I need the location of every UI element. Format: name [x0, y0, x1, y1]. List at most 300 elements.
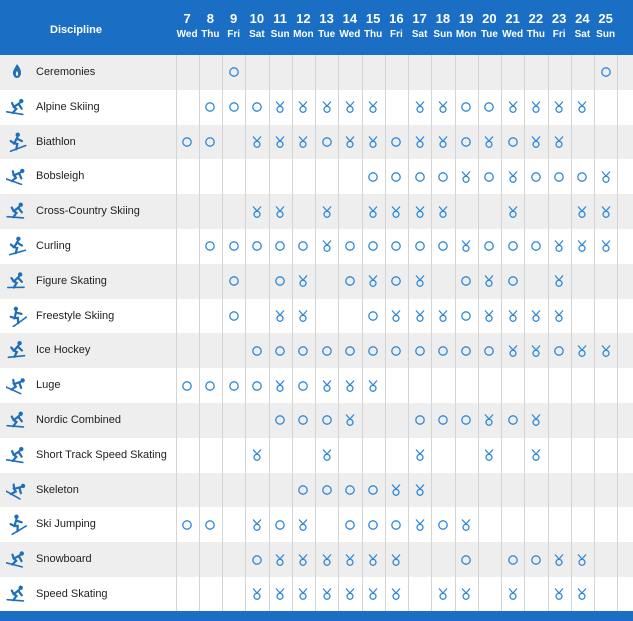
medal-icon	[552, 100, 566, 114]
competition-circle-icon	[506, 135, 520, 149]
medal-icon	[366, 379, 380, 393]
table-row	[0, 368, 633, 403]
competition-circle-icon	[459, 274, 473, 288]
discipline-name: Biathlon	[36, 135, 76, 148]
medal-cell	[477, 299, 501, 334]
medal-cell	[384, 577, 408, 612]
medal-icon	[389, 205, 403, 219]
medal-cell	[408, 507, 432, 542]
competition-cell	[245, 333, 269, 368]
competition-cell	[245, 90, 269, 125]
nordic-combined-icon	[6, 409, 28, 431]
medal-cell	[408, 299, 432, 334]
competition-circle-icon	[575, 170, 589, 184]
competition-cell	[268, 403, 292, 438]
medal-cell	[501, 90, 525, 125]
competition-circle-icon	[320, 413, 334, 427]
table-row	[0, 55, 633, 90]
competition-circle-icon	[227, 309, 241, 323]
medal-icon	[506, 205, 520, 219]
medal-cell	[477, 125, 501, 160]
competition-cell	[291, 333, 315, 368]
medal-icon	[459, 518, 473, 532]
medal-icon	[273, 135, 287, 149]
discipline-name: Short Track Speed Skating	[36, 448, 167, 461]
table-row	[0, 507, 633, 542]
medal-icon	[366, 100, 380, 114]
competition-cell	[291, 403, 315, 438]
grid-line	[362, 55, 363, 611]
competition-cell	[431, 507, 455, 542]
medal-cell	[361, 368, 385, 403]
competition-circle-icon	[366, 518, 380, 532]
medal-icon	[366, 274, 380, 288]
day-header	[431, 10, 455, 42]
day-weekday: Mon	[293, 29, 314, 40]
competition-circle-icon	[227, 379, 241, 393]
day-weekday: Tue	[480, 29, 498, 40]
competition-circle-icon	[203, 518, 217, 532]
grid-line	[338, 55, 339, 611]
discipline-name: Bobsleigh	[36, 170, 85, 183]
competition-circle-icon	[273, 274, 287, 288]
medal-icon	[506, 309, 520, 323]
table-row	[0, 159, 633, 194]
medal-cell	[431, 299, 455, 334]
day-number: 16	[389, 11, 404, 26]
competition-cell	[315, 473, 339, 508]
medal-cell	[408, 90, 432, 125]
competition-circle-icon	[227, 239, 241, 253]
competition-cell	[198, 368, 222, 403]
day-header	[477, 10, 501, 42]
competition-cell	[338, 264, 362, 299]
competition-circle-icon	[320, 135, 334, 149]
medal-cell	[291, 90, 315, 125]
medal-cell	[384, 473, 408, 508]
medal-cell	[594, 194, 618, 229]
competition-circle-icon	[203, 239, 217, 253]
discipline-name: Skeleton	[36, 483, 79, 496]
medal-icon	[366, 135, 380, 149]
medal-icon	[296, 587, 310, 601]
medal-icon	[296, 518, 310, 532]
day-header	[547, 10, 571, 42]
medal-icon	[552, 274, 566, 288]
medal-icon	[482, 135, 496, 149]
medal-cell	[454, 577, 478, 612]
competition-circle-icon	[389, 239, 403, 253]
grid-line	[548, 55, 549, 611]
day-weekday: Fri	[552, 29, 566, 40]
table-row	[0, 125, 633, 160]
competition-cell	[501, 125, 525, 160]
medal-icon	[552, 309, 566, 323]
medal-cell	[268, 542, 292, 577]
medal-cell	[524, 90, 548, 125]
competition-circle-icon	[273, 413, 287, 427]
medal-cell	[315, 542, 339, 577]
grid-line	[269, 55, 270, 611]
day-number: 25	[598, 11, 613, 26]
competition-circle-icon	[413, 413, 427, 427]
day-weekday: Wed	[502, 29, 524, 40]
discipline-name: Speed Skating	[36, 588, 108, 600]
medal-icon	[436, 135, 450, 149]
competition-circle-icon	[552, 170, 566, 184]
competition-cell	[175, 125, 199, 160]
competition-circle-icon	[273, 344, 287, 358]
medal-cell	[268, 577, 292, 612]
competition-circle-icon	[366, 239, 380, 253]
competition-circle-icon	[436, 518, 450, 532]
day-number: 14	[342, 11, 358, 26]
day-number: 24	[575, 11, 590, 26]
discipline-name: Ski Jumping	[36, 518, 96, 531]
medal-cell	[408, 125, 432, 160]
table-row	[0, 577, 633, 612]
competition-cell	[315, 125, 339, 160]
medal-cell	[547, 125, 571, 160]
cross-country-skiing-icon	[6, 200, 28, 222]
competition-circle-icon	[273, 518, 287, 532]
competition-cell	[477, 90, 501, 125]
day-header	[570, 10, 594, 42]
discipline-name: Curling	[36, 240, 71, 252]
day-header	[361, 10, 385, 42]
medal-icon	[436, 587, 450, 601]
medal-cell	[570, 90, 594, 125]
medal-cell	[501, 333, 525, 368]
medal-icon	[389, 483, 403, 497]
curling-icon	[6, 235, 28, 257]
grid-line	[617, 55, 618, 611]
competition-circle-icon	[506, 413, 520, 427]
medal-icon	[273, 587, 287, 601]
day-weekday: Sun	[270, 29, 290, 40]
medal-icon	[389, 309, 403, 323]
competition-circle-icon	[250, 239, 264, 253]
medal-icon	[599, 239, 613, 253]
competition-circle-icon	[296, 379, 310, 393]
day-header	[501, 10, 525, 42]
medal-icon	[506, 344, 520, 358]
table-row	[0, 229, 633, 264]
medal-cell	[338, 90, 362, 125]
competition-circle-icon	[227, 65, 241, 79]
discipline-name: Cross-Country Skiing	[36, 205, 140, 218]
medal-icon	[506, 100, 520, 114]
competition-circle-icon	[180, 518, 194, 532]
competition-circle-icon	[459, 413, 473, 427]
competition-cell	[338, 229, 362, 264]
medal-cell	[315, 368, 339, 403]
competition-cell	[222, 264, 246, 299]
medal-cell	[570, 542, 594, 577]
medal-cell	[408, 438, 432, 473]
competition-cell	[198, 507, 222, 542]
day-header	[338, 10, 362, 42]
medal-cell	[547, 577, 571, 612]
day-header	[384, 10, 408, 42]
medal-icon	[599, 344, 613, 358]
day-number: 15	[365, 11, 381, 26]
medal-cell	[547, 229, 571, 264]
medal-cell	[291, 507, 315, 542]
day-header	[268, 10, 292, 42]
competition-cell	[198, 229, 222, 264]
competition-circle-icon	[529, 170, 543, 184]
medal-cell	[268, 90, 292, 125]
competition-cell	[245, 229, 269, 264]
alpine-skiing-icon	[6, 96, 28, 118]
medal-cell	[338, 403, 362, 438]
competition-circle-icon	[180, 379, 194, 393]
day-weekday: Wed	[339, 29, 361, 40]
grid-line	[524, 55, 525, 611]
medal-icon	[436, 100, 450, 114]
competition-cell	[384, 507, 408, 542]
competition-circle-icon	[296, 483, 310, 497]
competition-cell	[524, 542, 548, 577]
competition-circle-icon	[389, 344, 403, 358]
competition-cell	[477, 159, 501, 194]
competition-cell	[501, 403, 525, 438]
medal-cell	[501, 194, 525, 229]
medal-cell	[594, 229, 618, 264]
competition-circle-icon	[366, 344, 380, 358]
medal-cell	[547, 542, 571, 577]
short-track-speed-skating-icon	[6, 444, 28, 466]
competition-circle-icon	[203, 379, 217, 393]
day-header	[524, 10, 548, 42]
grid-line	[408, 55, 409, 611]
competition-cell	[291, 473, 315, 508]
competition-cell	[408, 403, 432, 438]
medal-icon	[413, 135, 427, 149]
medal-icon	[482, 274, 496, 288]
medal-icon	[413, 205, 427, 219]
medal-icon	[459, 587, 473, 601]
medal-icon	[413, 448, 427, 462]
discipline-name: Snowboard	[36, 553, 92, 566]
grid-line	[199, 55, 200, 611]
day-number: 21	[505, 11, 520, 26]
competition-cell	[338, 473, 362, 508]
day-header	[198, 10, 222, 42]
competition-circle-icon	[180, 135, 194, 149]
medal-icon	[506, 170, 520, 184]
competition-circle-icon	[459, 100, 473, 114]
medal-icon	[529, 448, 543, 462]
competition-cell	[198, 90, 222, 125]
competition-cell	[338, 333, 362, 368]
competition-cell	[477, 229, 501, 264]
medal-cell	[245, 438, 269, 473]
medal-icon	[296, 135, 310, 149]
medal-icon	[413, 518, 427, 532]
medal-icon	[273, 553, 287, 567]
medal-icon	[273, 309, 287, 323]
medal-icon	[320, 239, 334, 253]
medal-icon	[575, 239, 589, 253]
discipline-name: Luge	[36, 379, 61, 392]
competition-cell	[361, 473, 385, 508]
medal-icon	[575, 205, 589, 219]
competition-circle-icon	[459, 553, 473, 567]
grid-line	[571, 55, 572, 611]
medal-icon	[273, 379, 287, 393]
competition-cell	[454, 125, 478, 160]
medal-cell	[547, 299, 571, 334]
medal-cell	[338, 125, 362, 160]
day-number: 17	[412, 11, 427, 26]
grid-line	[315, 55, 316, 611]
competition-cell	[524, 159, 548, 194]
day-number: 7	[183, 11, 191, 26]
competition-circle-icon	[599, 65, 613, 79]
medal-icon	[366, 553, 380, 567]
competition-circle-icon	[552, 344, 566, 358]
competition-cell	[454, 403, 478, 438]
medal-cell	[291, 125, 315, 160]
medal-cell	[570, 194, 594, 229]
medal-cell	[454, 229, 478, 264]
day-number: 11	[273, 11, 287, 26]
grid-line	[501, 55, 502, 611]
medal-icon	[366, 205, 380, 219]
medal-icon	[320, 379, 334, 393]
competition-cell	[222, 90, 246, 125]
competition-cell	[408, 159, 432, 194]
competition-cell	[501, 264, 525, 299]
table-row	[0, 438, 633, 473]
medal-cell	[268, 299, 292, 334]
medal-cell	[454, 159, 478, 194]
medal-icon	[552, 553, 566, 567]
medal-icon	[575, 553, 589, 567]
day-weekday: Sun	[433, 29, 453, 40]
day-number: 12	[296, 11, 311, 26]
competition-cell	[198, 125, 222, 160]
medal-cell	[431, 90, 455, 125]
medal-icon	[296, 100, 310, 114]
biathlon-icon	[6, 131, 28, 153]
competition-circle-icon	[389, 135, 403, 149]
medal-cell	[431, 194, 455, 229]
figure-skating-icon	[6, 270, 28, 292]
medal-cell	[524, 299, 548, 334]
competition-cell	[361, 507, 385, 542]
table-footer-bar	[0, 611, 633, 621]
medal-cell	[245, 194, 269, 229]
competition-cell	[291, 229, 315, 264]
competition-circle-icon	[250, 379, 264, 393]
competition-cell	[384, 229, 408, 264]
competition-cell	[175, 368, 199, 403]
competition-circle-icon	[343, 344, 357, 358]
medal-cell	[524, 333, 548, 368]
competition-circle-icon	[459, 309, 473, 323]
competition-cell	[361, 333, 385, 368]
competition-cell	[524, 229, 548, 264]
competition-cell	[268, 229, 292, 264]
competition-cell	[384, 333, 408, 368]
competition-cell	[384, 159, 408, 194]
competition-cell	[594, 55, 618, 90]
table-row	[0, 90, 633, 125]
competition-circle-icon	[227, 100, 241, 114]
medal-cell	[361, 90, 385, 125]
medal-cell	[315, 90, 339, 125]
competition-cell	[431, 159, 455, 194]
competition-circle-icon	[366, 170, 380, 184]
competition-circle-icon	[203, 100, 217, 114]
medal-cell	[315, 438, 339, 473]
competition-circle-icon	[343, 239, 357, 253]
ice-hockey-icon	[6, 339, 28, 361]
competition-cell	[222, 229, 246, 264]
day-number: 20	[482, 11, 497, 26]
day-weekday: Mon	[455, 29, 477, 40]
medal-cell	[524, 438, 548, 473]
medal-icon	[296, 274, 310, 288]
competition-cell	[547, 159, 571, 194]
grid-line	[431, 55, 432, 611]
competition-circle-icon	[436, 170, 450, 184]
grid-line	[176, 55, 177, 611]
medal-cell	[245, 125, 269, 160]
medal-icon	[482, 448, 496, 462]
medal-icon	[482, 413, 496, 427]
competition-circle-icon	[413, 344, 427, 358]
competition-cell	[245, 368, 269, 403]
competition-circle-icon	[413, 170, 427, 184]
medal-icon	[552, 135, 566, 149]
competition-cell	[384, 264, 408, 299]
medal-icon	[552, 587, 566, 601]
day-header	[222, 10, 246, 42]
medal-icon	[575, 344, 589, 358]
discipline-name: Nordic Combined	[36, 414, 121, 426]
competition-circle-icon	[436, 239, 450, 253]
medal-icon	[529, 100, 543, 114]
medal-cell	[245, 577, 269, 612]
medal-icon	[599, 205, 613, 219]
competition-circle-icon	[296, 344, 310, 358]
competition-cell	[222, 55, 246, 90]
discipline-name: Figure Skating	[36, 274, 107, 287]
competition-cell	[268, 507, 292, 542]
competition-cell	[408, 229, 432, 264]
medal-cell	[361, 542, 385, 577]
competition-circle-icon	[366, 309, 380, 323]
medal-cell	[315, 194, 339, 229]
medal-cell	[268, 194, 292, 229]
competition-circle-icon	[250, 100, 264, 114]
medal-cell	[384, 194, 408, 229]
day-header	[245, 10, 269, 42]
competition-cell	[361, 299, 385, 334]
medal-icon	[575, 100, 589, 114]
medal-cell	[291, 577, 315, 612]
day-weekday: Thu	[363, 29, 383, 40]
competition-cell	[315, 333, 339, 368]
competition-circle-icon	[273, 239, 287, 253]
discipline-name: Alpine Skiing	[36, 100, 100, 113]
competition-circle-icon	[320, 483, 334, 497]
medal-icon	[482, 309, 496, 323]
